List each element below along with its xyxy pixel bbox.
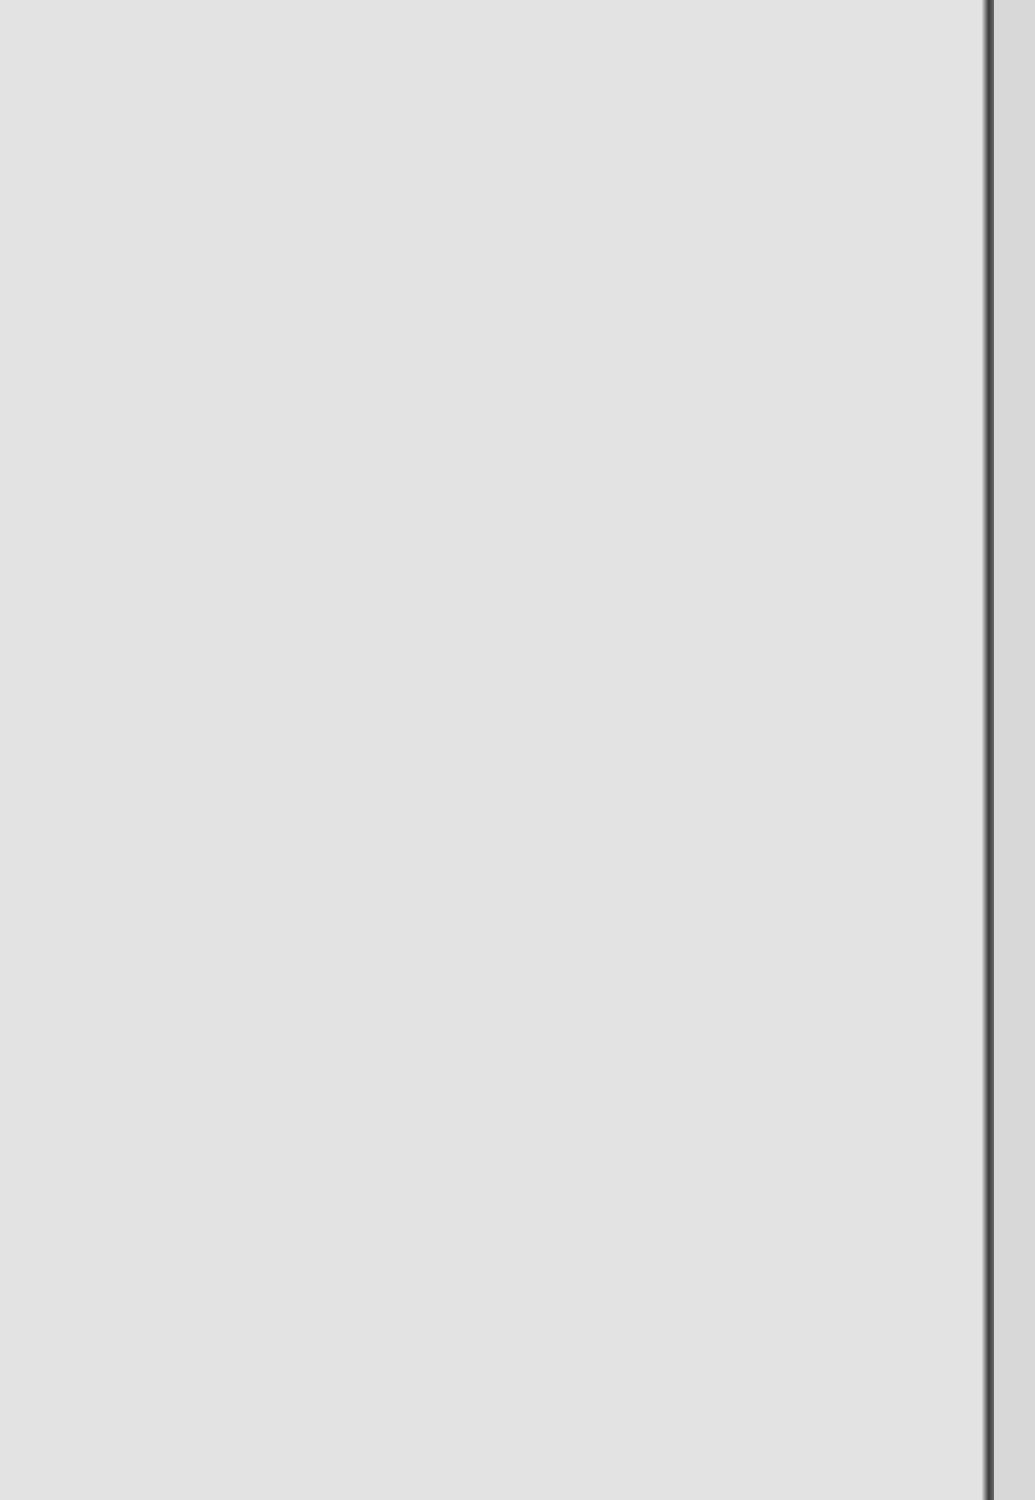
adjacent-page-edge (994, 0, 1035, 1500)
text-body (130, 39, 919, 75)
book-gutter (982, 0, 994, 1500)
